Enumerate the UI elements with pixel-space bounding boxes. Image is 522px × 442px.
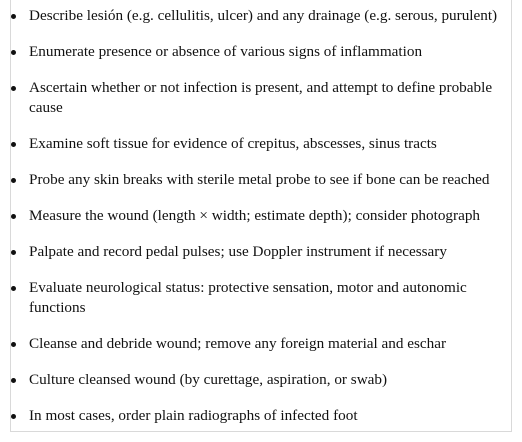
list-item <box>0 406 522 426</box>
list-item <box>0 170 522 190</box>
list-item <box>0 334 522 354</box>
list-item-text: In most cases, order plain radiographs of infected foot <box>29 407 358 424</box>
bullet-icon <box>11 414 16 419</box>
bulleted-list <box>0 6 522 442</box>
list-item-text: Cleanse and debride wound; remove any foreign material and eschar <box>29 335 447 352</box>
list-item <box>0 370 522 390</box>
list-item-text: Palpate and record pedal pulses; use Doppler instrument if necessary <box>29 243 447 260</box>
bullet-icon <box>11 378 16 383</box>
list-item <box>0 242 522 262</box>
list-item-text: Ascertain whether or not infection is present, and attempt to define probable cause <box>29 79 493 116</box>
list-item-text: Examine soft tissue for evidence of crepitus, abscesses, sinus tracts <box>29 135 437 152</box>
list-item <box>0 6 522 26</box>
bullet-icon <box>11 86 16 91</box>
bullet-icon <box>11 286 16 291</box>
list-item <box>0 42 522 62</box>
bullet-icon <box>11 50 16 55</box>
bullet-icon <box>11 214 16 219</box>
list-item-text: Culture cleansed wound (by curettage, aspiration, or swab) <box>29 371 388 388</box>
list-item-text: Evaluate neurological status: protective sensation, motor and autonomic functions <box>29 279 467 316</box>
list-item-text: Describe lesión (e.g. cellulitis, ulcer) and any drainage (e.g. serous, purulent) <box>29 7 498 24</box>
bullet-icon <box>11 250 16 255</box>
list-item <box>0 278 522 318</box>
list-item <box>0 78 522 118</box>
list-item-text: Probe any skin breaks with sterile metal probe to see if bone can be reached <box>29 171 490 188</box>
bullet-icon <box>11 14 16 19</box>
bullet-icon <box>11 342 16 347</box>
list-item-text: Enumerate presence or absence of various signs of inflammation <box>29 43 423 60</box>
bullet-icon <box>11 142 16 147</box>
list-item-text: Measure the wound (length × width; estimate depth); consider photograph <box>29 207 481 224</box>
bullet-icon <box>11 178 16 183</box>
list-item <box>0 134 522 154</box>
list-item <box>0 206 522 226</box>
